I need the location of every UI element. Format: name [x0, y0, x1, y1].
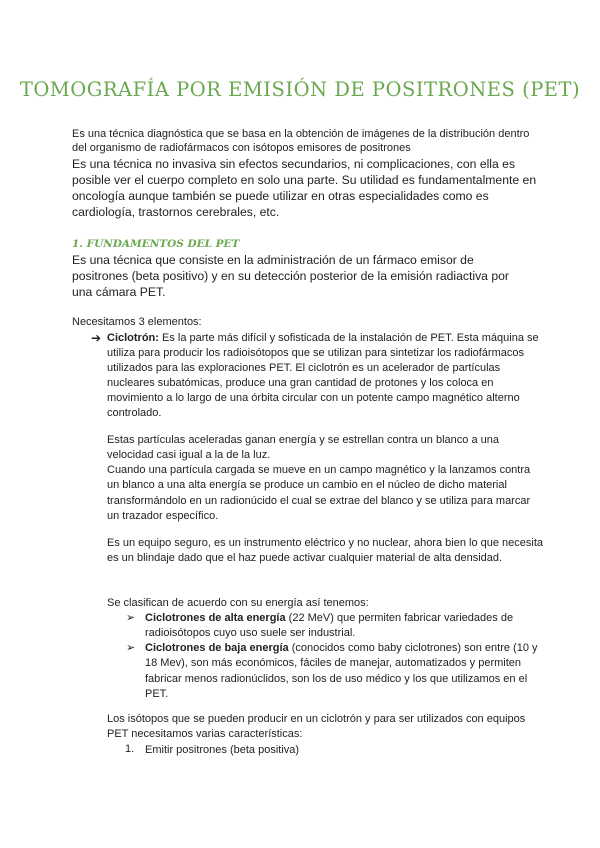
section-heading-fundamentos: 1. FUNDAMENTOS DEL PET [72, 238, 240, 250]
list-item-low-energy [145, 641, 545, 702]
high-energy-description: (22 MeV) que permiten fabricar variedades de radioisótopos cuyo uso suele ser industrial. [145, 612, 514, 640]
cyclotron-particles-paragraph: Estas partículas aceleradas ganan energía y se estrellan contra un blanco a una velocidad casi igual a la de la luz. [107, 434, 499, 462]
section-fundamentos-text: Es una técnica que consiste en la administración de un fármaco emisor de positrones (beta positivo) y en su detección posterior de la emisión radiactiva por una cámara PET. [72, 253, 509, 299]
isotopes-paragraph: Los isótopos que se pueden producir en un ciclotrón y para ser utilizados con equipos PET necesitamos varias características: [107, 713, 526, 741]
chevron-bullet-icon: ➢ [126, 612, 136, 624]
arrow-bullet-icon: ➔ [91, 331, 102, 345]
classification-intro: Se clasifican de acuerdo con su energía así tenemos: [107, 597, 369, 609]
intro-paragraph: Es una técnica no invasiva sin efectos secundarios, ni complicaciones, con ella es posible ver el cuerpo completo en solo una parte. Su utilidad es fundamentalmente en oncología aunque también se puede utilizar en otras especialidades como es cardiología, trastornos cerebrales, etc. [72, 157, 537, 219]
intro-paragraph-small: Es una técnica diagnóstica que se basa en la obtención de imágenes de la distribución dentro del organismo de radiofármacos con isótopos emisores de positrones [72, 128, 530, 154]
cyclotron-charge-paragraph: Cuando una partícula cargada se mueve en un campo magnético y la lanzamos contra un blanco a una alta energía se produce un cambio en el núcleo de dicho material transformándolo en un radionúcido el cual se extrae del blanco y se utiliza para marcar un trazador específico. [107, 464, 531, 522]
low-energy-description: (conocidos como baby ciclotrones) son entre (10 y 18 Mev), son más económicos, fáciles de manejar, automatizados y permiten fabricar menos radionúclidos, son los de uso médico y los que utilizamos en el PET. [145, 642, 538, 700]
chevron-bullet-icon: ➢ [126, 642, 136, 654]
cyclotron-description: Es la parte más difícil y sofisticada de la instalación de PET. Esta máquina se utiliza para producir los radioisótopos que se utilizan para sintetizar los radiofármacos utilizados para las exploraciones PET. El ciclotrón es un acelerador de partículas nucleares subatómicas, produce una gran cantidad de protones y los coloca en movimiento a lo largo de una órbita circular con un potente campo magnético alterno controlado. [107, 332, 539, 419]
page-title: TOMOGRAFÍA POR EMISIÓN DE POSITRONES (PET) [19, 78, 581, 101]
low-energy-term: Ciclotrones de baja energía [145, 642, 289, 654]
list-number: 1. [125, 743, 135, 755]
cyclotron-term: Ciclotrón: [107, 332, 159, 344]
cyclotron-paragraph [107, 331, 545, 421]
list-item-emit-positrons: Emitir positrones (beta positiva) [145, 744, 300, 756]
list-item-high-energy [145, 611, 545, 642]
high-energy-term: Ciclotrones de alta energía [145, 612, 286, 624]
cyclotron-safety-paragraph: Es un equipo seguro, es un instrumento eléctrico y no nuclear, ahora bien lo que necesita es un blindaje dado que el haz puede activar cualquier material de alta densidad. [107, 537, 543, 565]
elements-intro: Necesitamos 3 elementos: [72, 316, 202, 328]
